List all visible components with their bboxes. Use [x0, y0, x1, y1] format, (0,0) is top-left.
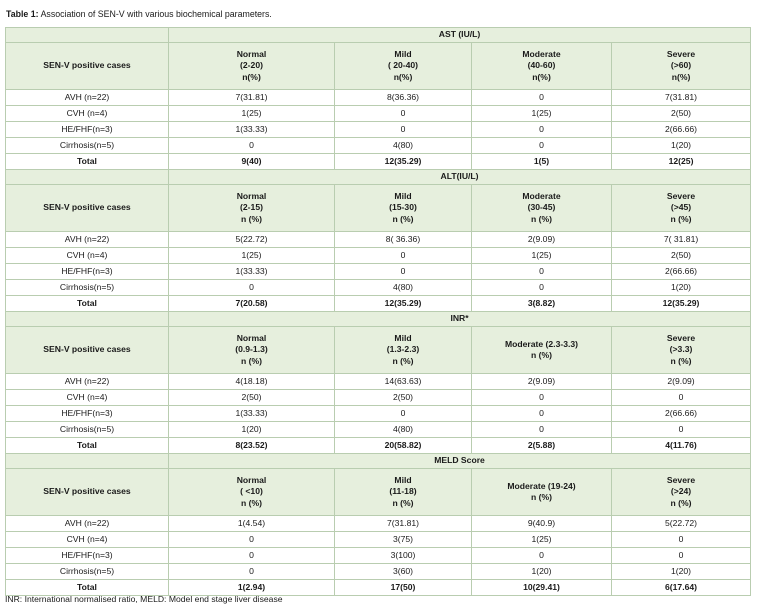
table-row [6, 106, 751, 122]
table-cell: 12(35.29) [335, 296, 472, 312]
column-header-line: (1.3-2.3) [386, 344, 420, 355]
table-caption [6, 9, 272, 19]
table-row [6, 548, 751, 564]
row-label: Cirrhosis(n=5) [6, 138, 169, 154]
column-header-line: n (%) [392, 213, 414, 224]
row-label: CVH (n=4) [6, 248, 169, 264]
table-cell: 2(66.66) [612, 122, 751, 138]
total-row [6, 296, 751, 312]
table-cell: 0 [472, 90, 612, 106]
row-label: CVH (n=4) [6, 106, 169, 122]
row-label: AVH (n=22) [6, 90, 169, 106]
row-label: Total [6, 296, 169, 312]
table-cell: 1(25) [472, 248, 612, 264]
table-cell: 9(40) [169, 154, 335, 170]
table-cell: 9(40.9) [472, 516, 612, 532]
column-header-line: (>3.3) [669, 344, 693, 355]
column-header [169, 469, 335, 516]
column-header-line: Moderate (2.3-3.3) [504, 338, 579, 349]
row-label: CVH (n=4) [6, 532, 169, 548]
column-header-line: Severe [666, 48, 696, 59]
table-cell: 1(20) [612, 280, 751, 296]
column-header-row [6, 327, 751, 374]
table-cell: 2(9.09) [472, 232, 612, 248]
table-cell: 0 [612, 422, 751, 438]
row-label: AVH (n=22) [6, 516, 169, 532]
table-cell: 2(50) [335, 390, 472, 406]
column-header-line: n(%) [671, 71, 691, 82]
column-header-line: n(%) [393, 71, 413, 82]
column-header-line: n (%) [530, 350, 552, 360]
section-title: ALT(IU/L) [169, 170, 751, 185]
row-header-label: SEN-V positive cases [6, 469, 169, 516]
table-cell: 1(25) [169, 106, 335, 122]
table-cell: 0 [472, 422, 612, 438]
table-row [6, 390, 751, 406]
caption-text: Association of SEN-V with various biochemical parameters. [40, 9, 272, 19]
biochemical-parameters-table [5, 27, 751, 596]
table-row [6, 406, 751, 422]
column-header [169, 327, 335, 374]
section-title: AST (IU/L) [169, 28, 751, 43]
table-cell: 0 [472, 390, 612, 406]
table-cell: 0 [472, 122, 612, 138]
table-cell: 5(22.72) [612, 516, 751, 532]
row-label: HE/FHF(n=3) [6, 122, 169, 138]
section-title-row [6, 312, 751, 327]
section-empty-cell [6, 312, 169, 327]
table-cell: 1(20) [169, 422, 335, 438]
table-cell: 0 [169, 138, 335, 154]
column-header-line: (>60) [670, 60, 692, 71]
row-label: Cirrhosis(n=5) [6, 564, 169, 580]
table-cell: 2(50) [612, 248, 751, 264]
table-cell: 4(11.76) [612, 438, 751, 454]
table-cell: 3(100) [335, 548, 472, 564]
section-empty-cell [6, 454, 169, 469]
column-header-line: Severe [666, 474, 696, 485]
column-header-line: n (%) [530, 213, 552, 224]
table-cell: 0 [169, 280, 335, 296]
row-label: Cirrhosis(n=5) [6, 422, 169, 438]
table-cell: 0 [335, 264, 472, 280]
column-header-row [6, 469, 751, 516]
table-cell: 1(20) [612, 564, 751, 580]
table-cell: 12(25) [612, 154, 751, 170]
table-cell: 8(23.52) [169, 438, 335, 454]
table-cell: 0 [169, 548, 335, 564]
column-header-line: ( <10) [240, 486, 263, 497]
table-cell: 6(17.64) [612, 580, 751, 596]
column-header-line: (>45) [670, 202, 692, 213]
section-empty-cell [6, 28, 169, 43]
column-header-line: Normal [236, 332, 267, 343]
column-header-line: Moderate [522, 190, 561, 201]
table-body [6, 28, 751, 596]
table-cell: 1(33.33) [169, 122, 335, 138]
column-header-line: Moderate [522, 48, 561, 59]
column-header-line: Normal [236, 48, 267, 59]
row-label: Total [6, 438, 169, 454]
table-cell: 0 [612, 548, 751, 564]
table-cell: 1(33.33) [169, 264, 335, 280]
table-cell: 0 [472, 548, 612, 564]
row-header-label: SEN-V positive cases [6, 327, 169, 374]
row-label: HE/FHF(n=3) [6, 264, 169, 280]
table-row [6, 532, 751, 548]
table-cell: 0 [169, 564, 335, 580]
row-label: AVH (n=22) [6, 374, 169, 390]
table-cell: 3(8.82) [472, 296, 612, 312]
column-header-line: Severe [666, 190, 696, 201]
table-cell: 2(5.88) [472, 438, 612, 454]
column-header-line: n (%) [240, 213, 262, 224]
table-row [6, 138, 751, 154]
column-header-line: n (%) [530, 492, 552, 502]
table-cell: 2(66.66) [612, 406, 751, 422]
column-header-line: (40-60) [527, 60, 556, 71]
table-cell: 1(2.94) [169, 580, 335, 596]
column-header-line: (>24) [670, 486, 692, 497]
section-title-row [6, 454, 751, 469]
table-row [6, 516, 751, 532]
column-header [472, 43, 612, 90]
column-header-line: (2-20) [240, 60, 263, 71]
table-cell: 7(31.81) [169, 90, 335, 106]
table-cell: 2(9.09) [612, 374, 751, 390]
table-row [6, 264, 751, 280]
total-row [6, 438, 751, 454]
column-header-line: ( 20-40) [387, 60, 419, 71]
table-cell: 8(36.36) [335, 90, 472, 106]
table-cell: 14(63.63) [335, 374, 472, 390]
table-cell: 0 [612, 532, 751, 548]
table-cell: 0 [472, 138, 612, 154]
table-cell: 0 [335, 122, 472, 138]
table-cell: 4(80) [335, 138, 472, 154]
column-header-line: n(%) [532, 71, 551, 82]
column-header-line: Moderate (19-24) [507, 480, 576, 491]
table-row [6, 564, 751, 580]
section-empty-cell [6, 170, 169, 185]
column-header-line: Mild [394, 474, 412, 485]
table-cell: 12(35.29) [612, 296, 751, 312]
table-cell: 0 [335, 106, 472, 122]
column-header-line: Severe [666, 332, 696, 343]
table-cell: 1(20) [472, 564, 612, 580]
table-row [6, 90, 751, 106]
table-cell: 10(29.41) [472, 580, 612, 596]
table-cell: 12(35.29) [335, 154, 472, 170]
table-cell: 2(9.09) [472, 374, 612, 390]
row-label: Total [6, 154, 169, 170]
table-cell: 0 [472, 280, 612, 296]
column-header-row [6, 185, 751, 232]
table-cell: 7(31.81) [335, 516, 472, 532]
row-label: Total [6, 580, 169, 596]
column-header-line: n (%) [240, 497, 262, 508]
table-cell: 20(58.82) [335, 438, 472, 454]
row-label: HE/FHF(n=3) [6, 406, 169, 422]
table-cell: 4(18.18) [169, 374, 335, 390]
column-header-line: (2-15) [240, 202, 263, 213]
table-cell: 0 [472, 264, 612, 280]
column-header-line: (30-45) [527, 202, 556, 213]
table-row [6, 122, 751, 138]
column-header [612, 43, 751, 90]
column-header [169, 43, 335, 90]
column-header [472, 185, 612, 232]
row-label: Cirrhosis(n=5) [6, 280, 169, 296]
column-header [472, 469, 612, 516]
column-header [472, 327, 612, 374]
table-cell: 2(50) [612, 106, 751, 122]
table-cell: 0 [335, 406, 472, 422]
row-label: AVH (n=22) [6, 232, 169, 248]
table-row [6, 422, 751, 438]
column-header-line: n (%) [670, 355, 692, 366]
table-cell: 1(4.54) [169, 516, 335, 532]
table-cell: 7( 31.81) [612, 232, 751, 248]
column-header-line: Normal [236, 190, 267, 201]
table-cell: 0 [169, 532, 335, 548]
table-cell: 0 [472, 406, 612, 422]
table-cell: 1(25) [169, 248, 335, 264]
table-cell: 7(20.58) [169, 296, 335, 312]
column-header-line: n (%) [240, 355, 262, 366]
column-header-line: n (%) [392, 497, 414, 508]
table-cell: 4(80) [335, 280, 472, 296]
column-header [335, 185, 472, 232]
row-header-label: SEN-V positive cases [6, 185, 169, 232]
section-title-row [6, 28, 751, 43]
column-header-line: n (%) [670, 497, 692, 508]
table-cell: 17(50) [335, 580, 472, 596]
table-cell: 1(25) [472, 106, 612, 122]
column-header-line: (15-30) [389, 202, 417, 213]
column-header-line: (11-18) [389, 486, 417, 497]
column-header-line: Mild [394, 332, 412, 343]
table-cell: 1(33.33) [169, 406, 335, 422]
column-header-line: Normal [236, 474, 267, 485]
row-label: CVH (n=4) [6, 390, 169, 406]
table-cell: 4(80) [335, 422, 472, 438]
column-header [335, 469, 472, 516]
total-row [6, 154, 751, 170]
column-header-line: n(%) [242, 71, 261, 82]
column-header-line: Mild [394, 48, 412, 59]
row-label: HE/FHF(n=3) [6, 548, 169, 564]
caption-label: Table 1: [6, 9, 39, 19]
column-header-line: (0.9-1.3) [235, 344, 268, 355]
table-cell: 2(66.66) [612, 264, 751, 280]
section-title: MELD Score [169, 454, 751, 469]
column-header [335, 43, 472, 90]
table-row [6, 232, 751, 248]
row-header-label: SEN-V positive cases [6, 43, 169, 90]
table-cell: 1(5) [472, 154, 612, 170]
table-cell: 7(31.81) [612, 90, 751, 106]
section-title-row [6, 170, 751, 185]
table-cell: 0 [335, 248, 472, 264]
column-header [335, 327, 472, 374]
column-header [612, 185, 751, 232]
section-title: INR* [169, 312, 751, 327]
table-cell: 1(20) [612, 138, 751, 154]
table-cell: 3(60) [335, 564, 472, 580]
column-header [612, 469, 751, 516]
table-row [6, 248, 751, 264]
table-cell: 1(25) [472, 532, 612, 548]
column-header-row [6, 43, 751, 90]
table-cell: 2(50) [169, 390, 335, 406]
table-row [6, 374, 751, 390]
column-header-line: n (%) [392, 355, 414, 366]
column-header [612, 327, 751, 374]
column-header [169, 185, 335, 232]
table-footnote: INR: International normalised ratio, MELD: Model end stage liver disease [5, 594, 283, 604]
table-cell: 8( 36.36) [335, 232, 472, 248]
table-row [6, 280, 751, 296]
column-header-line: n (%) [670, 213, 692, 224]
table-cell: 3(75) [335, 532, 472, 548]
column-header-line: Mild [394, 190, 412, 201]
table-cell: 5(22.72) [169, 232, 335, 248]
table-cell: 0 [612, 390, 751, 406]
